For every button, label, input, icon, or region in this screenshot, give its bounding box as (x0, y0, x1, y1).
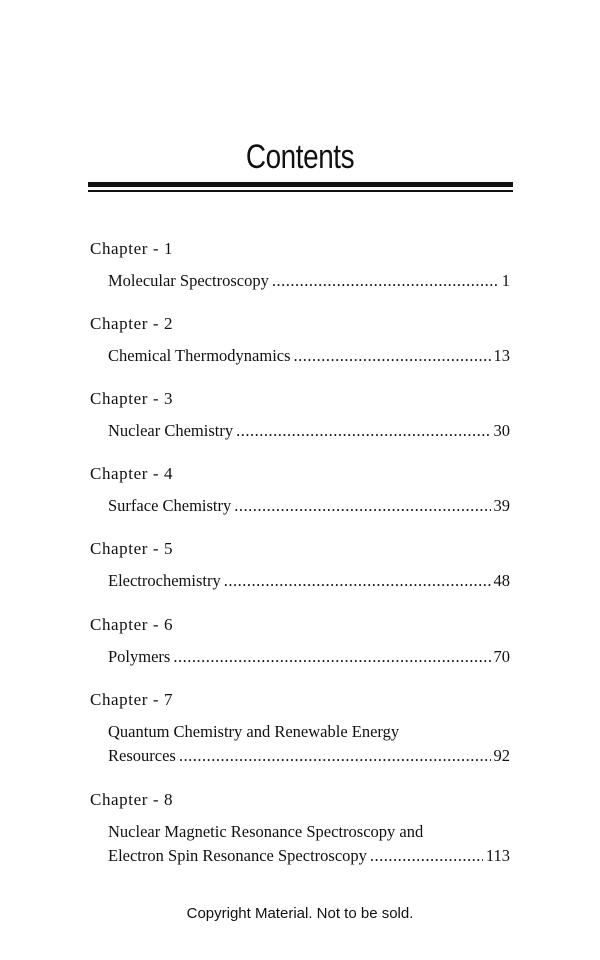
chapter-heading: Chapter - 8 (90, 790, 174, 809)
chapter-heading: Chapter - 6 (90, 615, 174, 634)
page-number: 70 (493, 647, 510, 666)
toc-entry[interactable] (108, 569, 510, 593)
chapter-heading: Chapter - 2 (90, 314, 174, 333)
toc-entry-line (108, 744, 510, 768)
toc-entry-title: Electron Spin Resonance Spectroscopy (108, 846, 367, 865)
dot-leader (272, 269, 499, 293)
toc-entry[interactable] (108, 645, 510, 669)
chapter-heading: Chapter - 5 (90, 539, 174, 558)
toc-entry-line (108, 844, 510, 868)
toc-entry-title: Nuclear Magnetic Resonance Spectroscopy and (108, 822, 424, 841)
toc-entry-line (108, 344, 510, 368)
toc-entry[interactable] (108, 820, 510, 868)
page-number: 113 (485, 846, 510, 865)
toc-entry[interactable] (108, 494, 510, 518)
page-number: 92 (493, 746, 510, 765)
toc-entry-title: Electrochemistry (108, 571, 221, 590)
toc-entry-title: Chemical Thermodynamics (108, 346, 291, 365)
toc-entry[interactable] (108, 269, 510, 293)
toc-entry-title: Quantum Chemistry and Renewable Energy (108, 722, 400, 741)
chapter-heading: Chapter - 3 (90, 389, 174, 408)
dot-leader (294, 344, 491, 368)
toc-entry-title: Resources (108, 746, 176, 765)
dot-leader (234, 494, 490, 518)
page-number: 1 (501, 271, 510, 290)
toc-entry-line (108, 269, 510, 293)
chapter-heading: Chapter - 7 (90, 690, 174, 709)
toc-entry-line (108, 569, 510, 593)
toc-entry[interactable] (108, 720, 510, 768)
toc-entry-title: Polymers (108, 647, 171, 666)
toc-entry[interactable] (108, 344, 510, 368)
toc-entry-line (108, 494, 510, 518)
page-number: 39 (493, 496, 510, 515)
dot-leader (173, 645, 490, 669)
toc-entry-title: Surface Chemistry (108, 496, 232, 515)
toc-entry-title: Nuclear Chemistry (108, 421, 234, 440)
toc-entry-line (108, 645, 510, 669)
copyright-notice: Copyright Material. Not to be sold. (186, 905, 414, 922)
title-rule-thick (88, 182, 513, 187)
toc-entry-line (108, 419, 510, 443)
toc-entry[interactable] (108, 419, 510, 443)
page-number: 30 (493, 421, 510, 440)
title-rule-thin (88, 190, 513, 192)
dot-leader (236, 419, 490, 443)
chapter-heading: Chapter - 4 (90, 464, 174, 483)
dot-leader (224, 569, 491, 593)
dot-leader (179, 744, 491, 768)
page-title: Contents (245, 138, 355, 176)
page-number: 13 (493, 346, 510, 365)
dot-leader (370, 844, 483, 868)
page-number: 48 (493, 571, 510, 590)
toc-entry-title: Molecular Spectroscopy (108, 271, 269, 290)
chapter-heading: Chapter - 1 (90, 239, 174, 258)
